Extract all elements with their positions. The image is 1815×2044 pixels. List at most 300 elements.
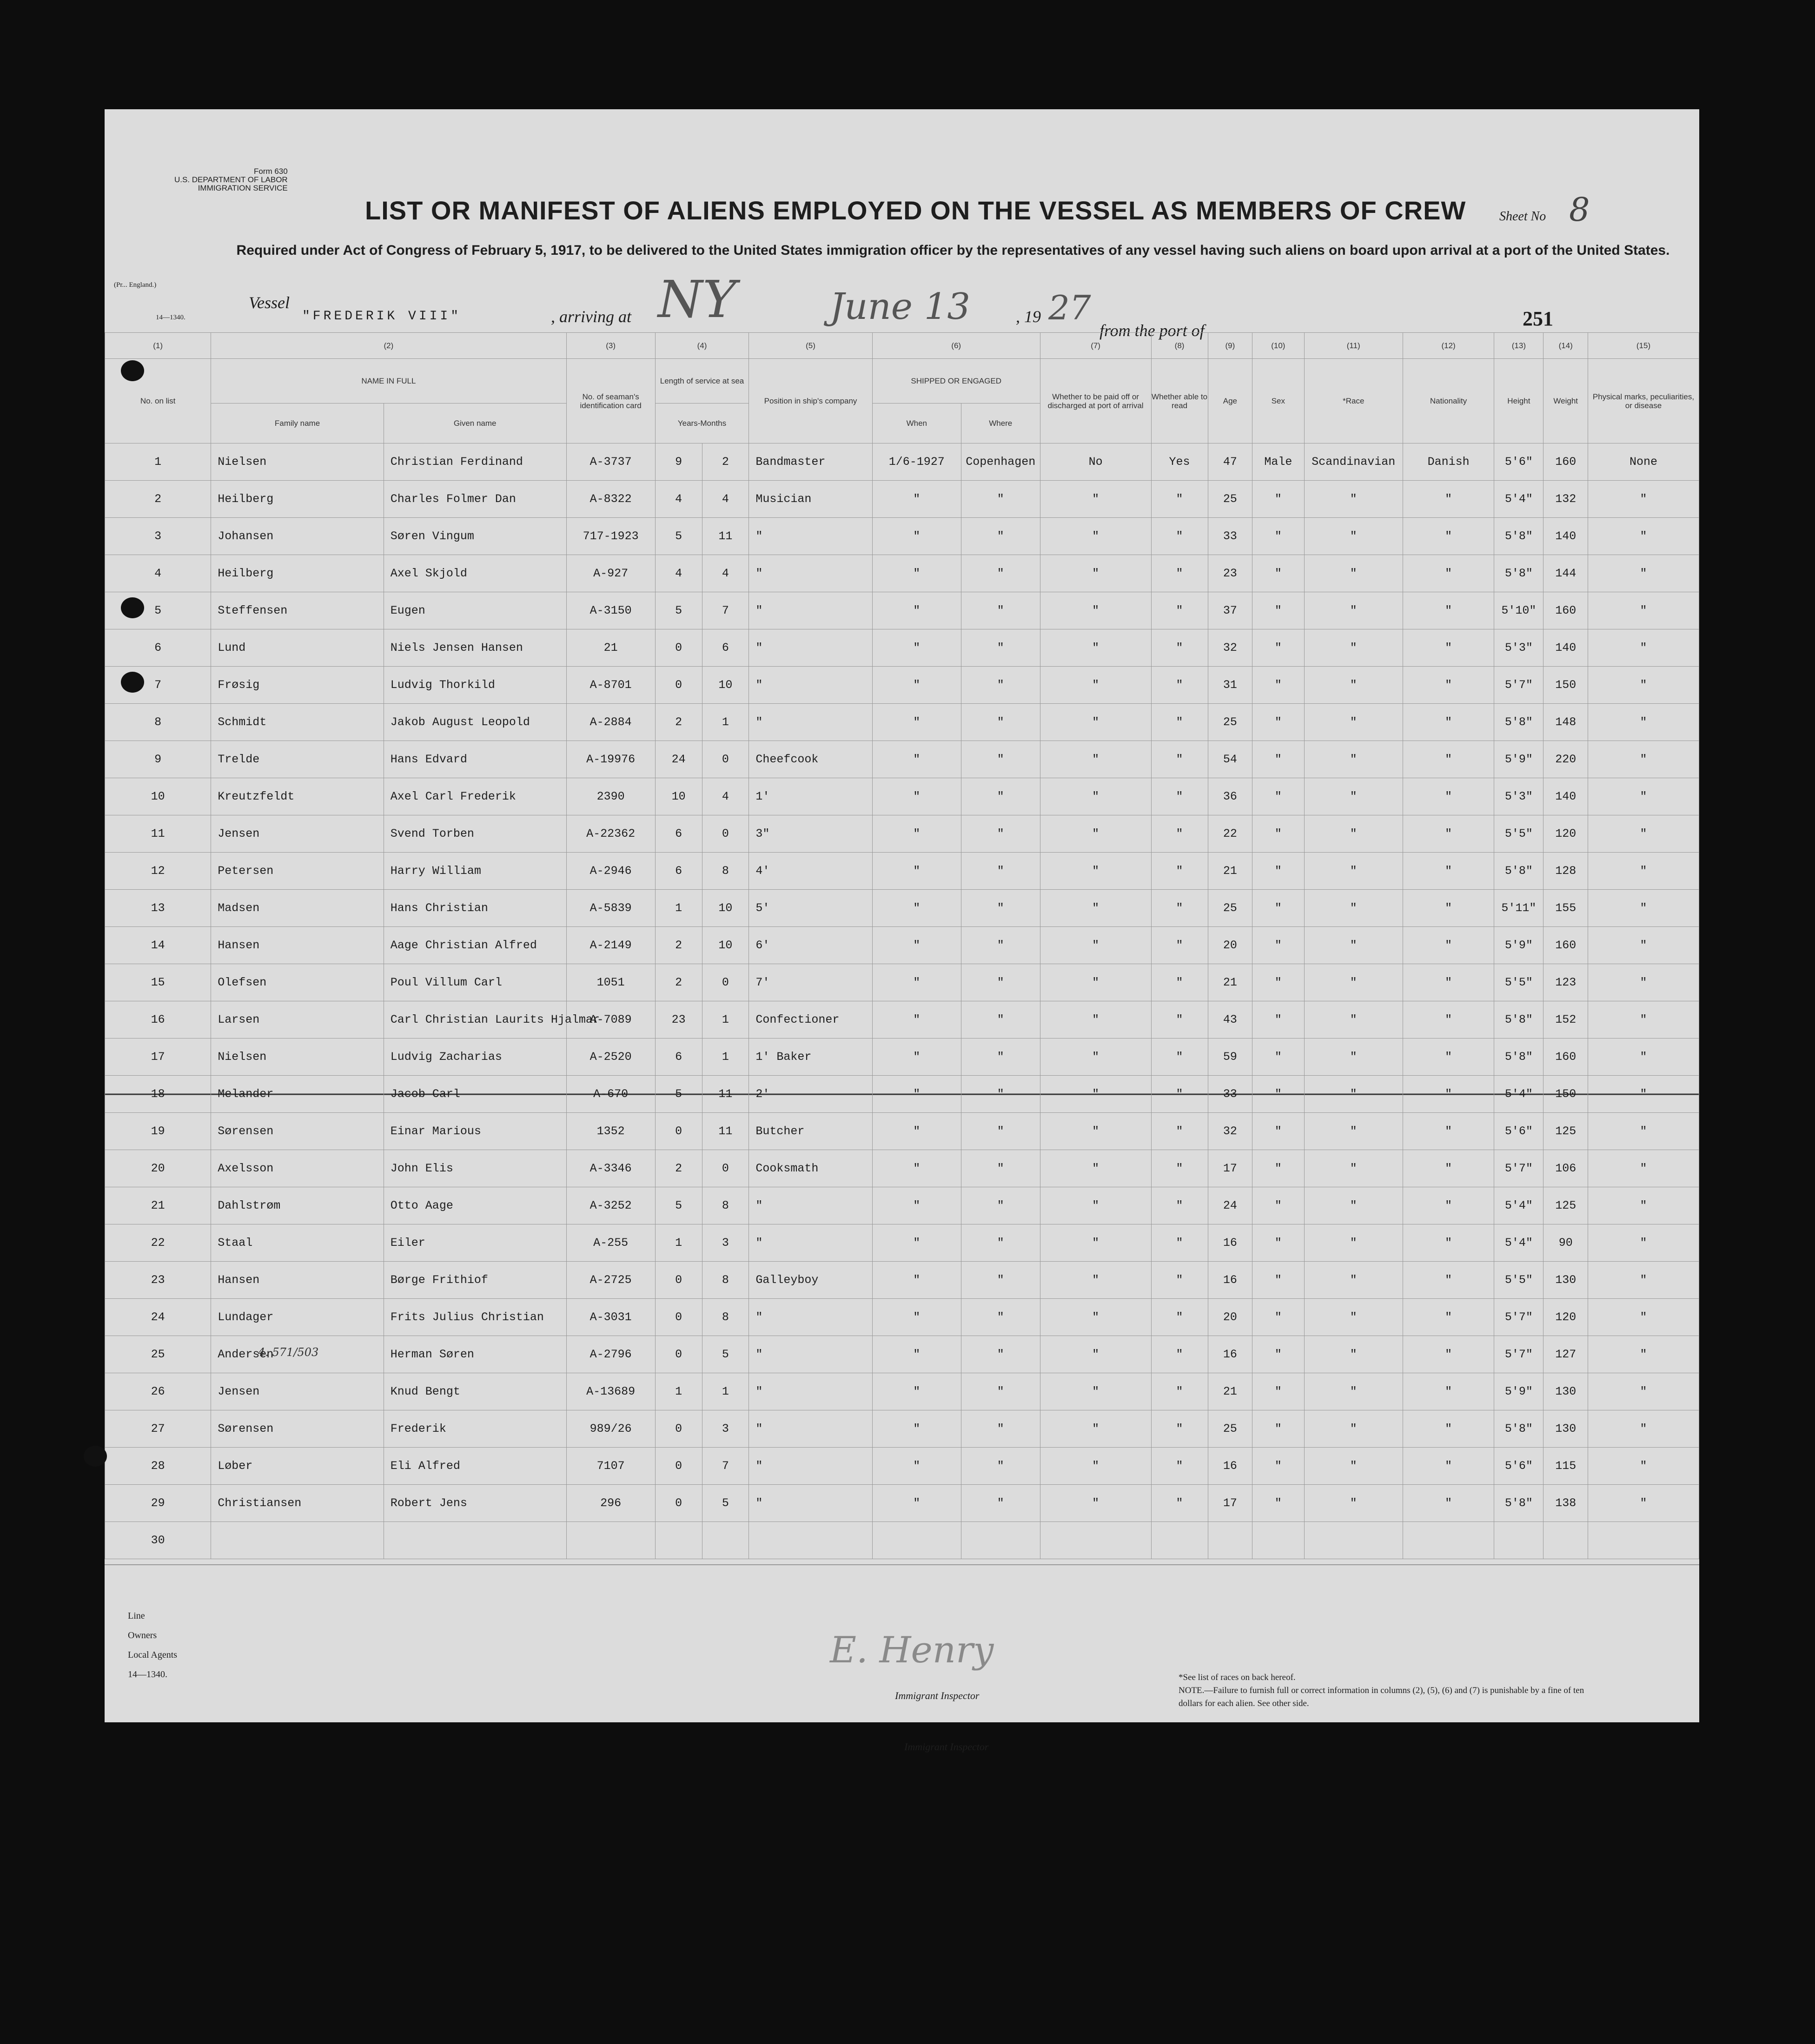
family-name: Steffensen bbox=[211, 592, 384, 629]
service-years: 0 bbox=[655, 1410, 702, 1448]
given-name: Charles Folmer Dan bbox=[384, 481, 566, 518]
shipped-where: " bbox=[961, 1076, 1040, 1113]
given-name: Søren Vingum bbox=[384, 518, 566, 555]
age: 43 bbox=[1208, 1001, 1252, 1039]
paid-off: " bbox=[1040, 1076, 1151, 1113]
shipped-where: " bbox=[961, 518, 1040, 555]
physical-marks: " bbox=[1588, 704, 1699, 741]
family-name: Jensen bbox=[211, 815, 384, 853]
given-name: Knud Bengt bbox=[384, 1373, 566, 1410]
service-years: 6 bbox=[655, 815, 702, 853]
nationality: " bbox=[1403, 1076, 1494, 1113]
col-given-name: Given name bbox=[384, 404, 566, 443]
card-number: A-3031 bbox=[566, 1299, 655, 1336]
shipped-when: " bbox=[872, 704, 961, 741]
nationality: Danish bbox=[1403, 443, 1494, 481]
position: Bandmaster bbox=[749, 443, 872, 481]
service-years: 0 bbox=[655, 667, 702, 704]
age: 54 bbox=[1208, 741, 1252, 778]
age: 25 bbox=[1208, 704, 1252, 741]
card-number: A-3150 bbox=[566, 592, 655, 629]
row-number: 18 bbox=[105, 1076, 211, 1113]
paid-off: " bbox=[1040, 518, 1151, 555]
race: " bbox=[1304, 704, 1403, 741]
sex: " bbox=[1252, 1336, 1304, 1373]
nationality: " bbox=[1403, 1262, 1494, 1299]
service-years: 5 bbox=[655, 592, 702, 629]
weight: 132 bbox=[1543, 481, 1588, 518]
table-row bbox=[105, 1224, 1699, 1262]
table-row bbox=[105, 1410, 1699, 1448]
table-row bbox=[105, 778, 1699, 815]
position: " bbox=[749, 1224, 872, 1262]
age: 33 bbox=[1208, 518, 1252, 555]
service-years: 0 bbox=[655, 1336, 702, 1373]
row-number: 17 bbox=[105, 1039, 211, 1076]
card-number: A-2884 bbox=[566, 704, 655, 741]
race: " bbox=[1304, 518, 1403, 555]
height: 5'8" bbox=[1494, 1485, 1543, 1522]
col-num-3: (3) bbox=[566, 333, 655, 359]
row-number: 4 bbox=[105, 555, 211, 592]
row-number: 15 bbox=[105, 964, 211, 1001]
age: 17 bbox=[1208, 1485, 1252, 1522]
position: 1' bbox=[749, 778, 872, 815]
nationality: " bbox=[1403, 1150, 1494, 1187]
service-months: 0 bbox=[702, 1150, 749, 1187]
shipped-where: " bbox=[961, 1410, 1040, 1448]
sex bbox=[1252, 1522, 1304, 1559]
height: 5'8" bbox=[1494, 555, 1543, 592]
shipped-where: " bbox=[961, 555, 1040, 592]
table-row bbox=[105, 1448, 1699, 1485]
physical-marks: " bbox=[1588, 815, 1699, 853]
given-name: Robert Jens bbox=[384, 1485, 566, 1522]
card-number: A-2946 bbox=[566, 853, 655, 890]
table-row bbox=[105, 890, 1699, 927]
weight: 130 bbox=[1543, 1410, 1588, 1448]
able-to-read: " bbox=[1151, 1187, 1208, 1224]
col-weight: Weight bbox=[1543, 359, 1588, 443]
able-to-read: " bbox=[1151, 1448, 1208, 1485]
given-name: Axel Skjold bbox=[384, 555, 566, 592]
sex: " bbox=[1252, 927, 1304, 964]
able-to-read: " bbox=[1151, 890, 1208, 927]
row-number: 21 bbox=[105, 1187, 211, 1224]
shipped-where: " bbox=[961, 1262, 1040, 1299]
shipped-when: " bbox=[872, 1262, 961, 1299]
race: " bbox=[1304, 1187, 1403, 1224]
paid-off: " bbox=[1040, 1448, 1151, 1485]
sex: " bbox=[1252, 890, 1304, 927]
family-name: Madsen bbox=[211, 890, 384, 927]
family-name: Heilberg bbox=[211, 481, 384, 518]
service-years: 2 bbox=[655, 964, 702, 1001]
race: " bbox=[1304, 778, 1403, 815]
service-months: 1 bbox=[702, 1373, 749, 1410]
service-years: 2 bbox=[655, 927, 702, 964]
paid-off: " bbox=[1040, 592, 1151, 629]
row-number: 30 bbox=[105, 1522, 211, 1559]
weight: 127 bbox=[1543, 1336, 1588, 1373]
service-years: 0 bbox=[655, 1448, 702, 1485]
service-months: 8 bbox=[702, 1299, 749, 1336]
height: 5'5" bbox=[1494, 964, 1543, 1001]
card-number: A-3737 bbox=[566, 443, 655, 481]
height: 5'8" bbox=[1494, 853, 1543, 890]
shipped-when: " bbox=[872, 927, 961, 964]
given-name: Otto Aage bbox=[384, 1187, 566, 1224]
family-name: Andersen bbox=[211, 1336, 384, 1373]
race: " bbox=[1304, 964, 1403, 1001]
year-suffix: 27 bbox=[1048, 288, 1091, 327]
vessel-line bbox=[249, 293, 290, 312]
position: 4' bbox=[749, 853, 872, 890]
height: 5'9" bbox=[1494, 741, 1543, 778]
punch-hole bbox=[121, 360, 144, 381]
sex: " bbox=[1252, 853, 1304, 890]
table-row bbox=[105, 1299, 1699, 1336]
arriving-label: , arriving at bbox=[551, 307, 632, 326]
family-name: Lund bbox=[211, 629, 384, 667]
table-row bbox=[105, 964, 1699, 1001]
nationality: " bbox=[1403, 890, 1494, 927]
physical-marks: " bbox=[1588, 1448, 1699, 1485]
col-paid-off: Whether to be paid off or discharged at port of arrival bbox=[1040, 359, 1151, 443]
weight: 160 bbox=[1543, 592, 1588, 629]
weight: 125 bbox=[1543, 1187, 1588, 1224]
physical-marks: " bbox=[1588, 629, 1699, 667]
race: " bbox=[1304, 1262, 1403, 1299]
weight: 220 bbox=[1543, 741, 1588, 778]
physical-marks: " bbox=[1588, 741, 1699, 778]
table-row bbox=[105, 443, 1699, 481]
shipped-where: " bbox=[961, 1113, 1040, 1150]
service-months: 10 bbox=[702, 667, 749, 704]
year-prefix: , 19 bbox=[1016, 307, 1041, 326]
sex: " bbox=[1252, 778, 1304, 815]
row-number: 26 bbox=[105, 1373, 211, 1410]
shipped-where: " bbox=[961, 853, 1040, 890]
card-number: A-8322 bbox=[566, 481, 655, 518]
shipped-where: " bbox=[961, 629, 1040, 667]
family-name: Kreutzfeldt bbox=[211, 778, 384, 815]
height: 5'11" bbox=[1494, 890, 1543, 927]
physical-marks: " bbox=[1588, 853, 1699, 890]
shipped-where: " bbox=[961, 1485, 1040, 1522]
sex: " bbox=[1252, 592, 1304, 629]
shipped-when: " bbox=[872, 853, 961, 890]
given-name: Aage Christian Alfred bbox=[384, 927, 566, 964]
given-name: Jacob Carl bbox=[384, 1076, 566, 1113]
nationality: " bbox=[1403, 481, 1494, 518]
shipped-where: " bbox=[961, 1299, 1040, 1336]
sex: " bbox=[1252, 1001, 1304, 1039]
position: " bbox=[749, 1485, 872, 1522]
shipped-when: " bbox=[872, 518, 961, 555]
age: 16 bbox=[1208, 1262, 1252, 1299]
shipped-when: " bbox=[872, 1336, 961, 1373]
inspector-label: Immigrant Inspector bbox=[895, 1690, 980, 1701]
weight: 140 bbox=[1543, 778, 1588, 815]
print-code: 14—1340. bbox=[156, 314, 185, 321]
nationality: " bbox=[1403, 1410, 1494, 1448]
shipped-when: " bbox=[872, 555, 961, 592]
card-number: A-2725 bbox=[566, 1262, 655, 1299]
card-number: 717-1923 bbox=[566, 518, 655, 555]
able-to-read: " bbox=[1151, 964, 1208, 1001]
given-name: Carl Christian Laurits Hjalmar bbox=[384, 1001, 566, 1039]
col-sex: Sex bbox=[1252, 359, 1304, 443]
family-name: Schmidt bbox=[211, 704, 384, 741]
family-name: Olefsen bbox=[211, 964, 384, 1001]
service-months: 8 bbox=[702, 1187, 749, 1224]
sheet-label: Sheet No bbox=[1499, 209, 1546, 224]
able-to-read: " bbox=[1151, 555, 1208, 592]
given-name: Herman Søren bbox=[384, 1336, 566, 1373]
height: 5'5" bbox=[1494, 815, 1543, 853]
race: " bbox=[1304, 1448, 1403, 1485]
sex: " bbox=[1252, 555, 1304, 592]
col-num-5: (5) bbox=[749, 333, 872, 359]
physical-marks: " bbox=[1588, 1336, 1699, 1373]
height: 5'7" bbox=[1494, 1299, 1543, 1336]
able-to-read: " bbox=[1151, 1299, 1208, 1336]
shipped-when: " bbox=[872, 481, 961, 518]
able-to-read: " bbox=[1151, 1076, 1208, 1113]
shipped-when: " bbox=[872, 1150, 961, 1187]
height: 5'8" bbox=[1494, 704, 1543, 741]
table-row bbox=[105, 629, 1699, 667]
card-number: A-19976 bbox=[566, 741, 655, 778]
sex: " bbox=[1252, 704, 1304, 741]
col-read: Whether able to read bbox=[1151, 359, 1208, 443]
family-name: Hansen bbox=[211, 927, 384, 964]
service-months: 1 bbox=[702, 1001, 749, 1039]
shipped-when: " bbox=[872, 592, 961, 629]
table-row bbox=[105, 704, 1699, 741]
age: 16 bbox=[1208, 1448, 1252, 1485]
shipped-when: " bbox=[872, 1410, 961, 1448]
age: 25 bbox=[1208, 1410, 1252, 1448]
service-years: 5 bbox=[655, 518, 702, 555]
given-name: Niels Jensen Hansen bbox=[384, 629, 566, 667]
col-num-4: (4) bbox=[655, 333, 749, 359]
row-number: 7 bbox=[105, 667, 211, 704]
card-number: 21 bbox=[566, 629, 655, 667]
col-num-7: (7) bbox=[1040, 333, 1151, 359]
card-number: 1051 bbox=[566, 964, 655, 1001]
race-note: *See list of races on back hereof. bbox=[1179, 1673, 1296, 1682]
sex: Male bbox=[1252, 443, 1304, 481]
age: 25 bbox=[1208, 890, 1252, 927]
nationality: " bbox=[1403, 1001, 1494, 1039]
paid-off: " bbox=[1040, 1336, 1151, 1373]
subtitle: Required under Act of Congress of February 5, 1917, to be delivered to the United States immigration officer by the representatives of any vessel having such aliens on board upon arrival at a port of the United States. bbox=[236, 243, 1670, 258]
service-years: 4 bbox=[655, 555, 702, 592]
height: 5'8" bbox=[1494, 1039, 1543, 1076]
height: 5'8" bbox=[1494, 1410, 1543, 1448]
age: 24 bbox=[1208, 1187, 1252, 1224]
col-num-12: (12) bbox=[1403, 333, 1494, 359]
weight: 160 bbox=[1543, 927, 1588, 964]
family-name: Lundager bbox=[211, 1299, 384, 1336]
paid-off: " bbox=[1040, 890, 1151, 927]
paid-off: " bbox=[1040, 1039, 1151, 1076]
shipped-where: " bbox=[961, 667, 1040, 704]
race: " bbox=[1304, 1299, 1403, 1336]
height: 5'9" bbox=[1494, 1373, 1543, 1410]
weight: 148 bbox=[1543, 704, 1588, 741]
given-name: Børge Frithiof bbox=[384, 1262, 566, 1299]
shipped-where: " bbox=[961, 890, 1040, 927]
shipped-where: " bbox=[961, 964, 1040, 1001]
family-name: Frøsig bbox=[211, 667, 384, 704]
row-number: 10 bbox=[105, 778, 211, 815]
position: Cheefcook bbox=[749, 741, 872, 778]
height: 5'3" bbox=[1494, 629, 1543, 667]
col-name-in-full: NAME IN FULL bbox=[211, 359, 566, 404]
able-to-read bbox=[1151, 1522, 1208, 1559]
weight: 140 bbox=[1543, 518, 1588, 555]
row-number: 1 bbox=[105, 443, 211, 481]
service-years: 4 bbox=[655, 481, 702, 518]
row-number: 27 bbox=[105, 1410, 211, 1448]
position bbox=[749, 1522, 872, 1559]
nationality: " bbox=[1403, 815, 1494, 853]
given-name: Poul Villum Carl bbox=[384, 964, 566, 1001]
manifest-sheet bbox=[105, 109, 1699, 1753]
col-years-months: Years-Months bbox=[655, 404, 749, 443]
service: IMMIGRATION SERVICE bbox=[198, 184, 288, 192]
card-number: 2390 bbox=[566, 778, 655, 815]
physical-marks: " bbox=[1588, 1373, 1699, 1410]
shipped-where bbox=[961, 1522, 1040, 1559]
table-row bbox=[105, 1039, 1699, 1076]
race: " bbox=[1304, 629, 1403, 667]
able-to-read: " bbox=[1151, 1336, 1208, 1373]
able-to-read: " bbox=[1151, 481, 1208, 518]
weight: 90 bbox=[1543, 1224, 1588, 1262]
physical-marks: " bbox=[1588, 518, 1699, 555]
height: 5'7" bbox=[1494, 1150, 1543, 1187]
service-years: 6 bbox=[655, 853, 702, 890]
weight: 125 bbox=[1543, 1113, 1588, 1150]
weight bbox=[1543, 1522, 1588, 1559]
nationality: " bbox=[1403, 1113, 1494, 1150]
table-row bbox=[105, 853, 1699, 890]
card-number: A-255 bbox=[566, 1224, 655, 1262]
family-name: Løber bbox=[211, 1448, 384, 1485]
age: 17 bbox=[1208, 1150, 1252, 1187]
col-race: *Race bbox=[1304, 359, 1403, 443]
sex: " bbox=[1252, 1262, 1304, 1299]
service-years: 2 bbox=[655, 704, 702, 741]
paid-off: " bbox=[1040, 481, 1151, 518]
age: 25 bbox=[1208, 481, 1252, 518]
shipped-where: " bbox=[961, 481, 1040, 518]
paid-off: " bbox=[1040, 1113, 1151, 1150]
owners-label: Owners bbox=[128, 1630, 157, 1640]
shipped-where: " bbox=[961, 741, 1040, 778]
service-years: 10 bbox=[655, 778, 702, 815]
position: " bbox=[749, 555, 872, 592]
paid-off: " bbox=[1040, 1485, 1151, 1522]
col-height: Height bbox=[1494, 359, 1543, 443]
table-row bbox=[105, 1150, 1699, 1187]
family-name: Christiansen bbox=[211, 1485, 384, 1522]
shipped-where: " bbox=[961, 927, 1040, 964]
race: " bbox=[1304, 481, 1403, 518]
service-months: 3 bbox=[702, 1410, 749, 1448]
shipped-where: " bbox=[961, 1039, 1040, 1076]
sheet-number: 8 bbox=[1569, 191, 1590, 229]
physical-marks: " bbox=[1588, 1262, 1699, 1299]
shipped-where: " bbox=[961, 815, 1040, 853]
col-nationality: Nationality bbox=[1403, 359, 1494, 443]
service-years: 2 bbox=[655, 1150, 702, 1187]
family-name: Dahlstrøm bbox=[211, 1187, 384, 1224]
stamp-number: 251 bbox=[1523, 307, 1553, 330]
col-num-8: (8) bbox=[1151, 333, 1208, 359]
punch-hole bbox=[121, 672, 144, 693]
physical-marks: " bbox=[1588, 1224, 1699, 1262]
height: 5'4" bbox=[1494, 1187, 1543, 1224]
service-months: 0 bbox=[702, 815, 749, 853]
age: 32 bbox=[1208, 1113, 1252, 1150]
weight: 130 bbox=[1543, 1373, 1588, 1410]
weight: 155 bbox=[1543, 890, 1588, 927]
physical-marks: " bbox=[1588, 964, 1699, 1001]
inspector-signature: E. Henry bbox=[830, 1629, 994, 1671]
given-name: Frits Julius Christian bbox=[384, 1299, 566, 1336]
height: 5'9" bbox=[1494, 927, 1543, 964]
race: " bbox=[1304, 890, 1403, 927]
position: 6' bbox=[749, 927, 872, 964]
punch-hole bbox=[121, 597, 144, 618]
service-years: 0 bbox=[655, 1262, 702, 1299]
able-to-read: " bbox=[1151, 704, 1208, 741]
race: " bbox=[1304, 1001, 1403, 1039]
service-months: 4 bbox=[702, 555, 749, 592]
shipped-where: " bbox=[961, 1448, 1040, 1485]
row-number: 11 bbox=[105, 815, 211, 853]
sex: " bbox=[1252, 1076, 1304, 1113]
family-name: Sørensen bbox=[211, 1113, 384, 1150]
shipped-when: " bbox=[872, 1485, 961, 1522]
sex: " bbox=[1252, 518, 1304, 555]
weight: 130 bbox=[1543, 1262, 1588, 1299]
row-number: 5 bbox=[105, 592, 211, 629]
service-years: 1 bbox=[655, 1373, 702, 1410]
row-number: 28 bbox=[105, 1448, 211, 1485]
shipped-when: " bbox=[872, 964, 961, 1001]
table-row bbox=[105, 1262, 1699, 1299]
card-number: A-2796 bbox=[566, 1336, 655, 1373]
physical-marks: " bbox=[1588, 592, 1699, 629]
able-to-read: " bbox=[1151, 1410, 1208, 1448]
shipped-when: " bbox=[872, 890, 961, 927]
row-number: 14 bbox=[105, 927, 211, 964]
given-name: Ludvig Thorkild bbox=[384, 667, 566, 704]
able-to-read: " bbox=[1151, 667, 1208, 704]
service-months: 1 bbox=[702, 1039, 749, 1076]
family-name: Melander bbox=[211, 1076, 384, 1113]
table-row bbox=[105, 1336, 1699, 1373]
card-number: A-5839 bbox=[566, 890, 655, 927]
able-to-read: " bbox=[1151, 778, 1208, 815]
position: " bbox=[749, 629, 872, 667]
